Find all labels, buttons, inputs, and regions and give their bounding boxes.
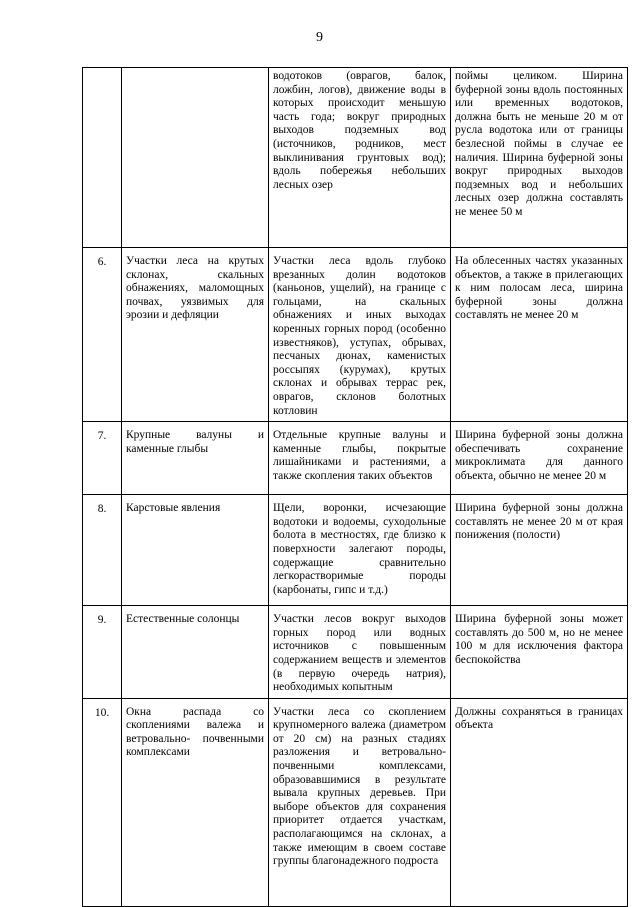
- object-name: Окна распада со скоплениями валежа и ветровально- почвенными комплексами: [122, 698, 269, 906]
- buffer-zone-requirement: Ширина буферной зоны должна составлять не менее 20 м от края понижения (полости): [451, 495, 628, 606]
- buffer-zone-requirement: поймы целиком. Ширина буферной зоны вдоль постоянных или временных водотоков, должна быть не меньше 20 м от русла водотока или от границы безлесной поймы в случае ее наличия. Ширина буферной зоны вокруг природных выходов подземных вод и небольших лесных озер должна составлять не менее 50 м: [451, 68, 628, 248]
- row-number: 9.: [83, 606, 122, 699]
- row-number: 10.: [83, 698, 122, 906]
- object-name: Карстовые явления: [122, 495, 269, 606]
- table-row: [83, 495, 628, 606]
- row-number: 7.: [83, 422, 122, 495]
- object-description: Отдельные крупные валуны и каменные глыбы, покрытые лишайниками и растениями, а также скопления таких объектов: [269, 422, 451, 495]
- buffer-zone-requirement: На облесенных частях указанных объектов, а также в прилегающих к ним полосам леса, ширина буферной зоны должна составлять не менее 20 м: [451, 248, 628, 422]
- object-name: Крупные валуны и каменные глыбы: [122, 422, 269, 495]
- object-description: Участки лесов вокруг выходов горных пород или водных источников с повышенным содержанием веществ и элементов (в первую очередь натрия), необходимых копытным: [269, 606, 451, 699]
- object-description: водотоков (оврагов, балок, ложбин, логов), движение воды в которых происходит меньшую часть года; вокруг природных выходов подземных вод (источников, родников, мест выклинивания грунтовых вод); вдоль побережья небольших лесных озер: [269, 68, 451, 248]
- object-name: Участки леса на крутых склонах, скальных обнажениях, маломощных почвах, уязвимых для эрозии и дефляции: [122, 248, 269, 422]
- row-number: 8.: [83, 495, 122, 606]
- object-description: Участки леса со скоплением крупномерного валежа (диаметром от 20 см) на разных стадиях разложения и ветровально-почвенными комплексами, образовавшимися в результате вывала крупных деревьев. При выборе объектов для сохранения приоритет отдается участкам, располагающимся на склонах, а также имеющим в своем составе группы благонадежного подроста: [269, 698, 451, 906]
- buffer-zone-requirement: Ширина буферной зоны может составлять до 500 м, но не менее 100 м для исключения фактора беспокойства: [451, 606, 628, 699]
- page-number: 9: [316, 30, 323, 45]
- protected-objects-table: [82, 67, 628, 907]
- table-row: [83, 248, 628, 422]
- table-row: [83, 698, 628, 906]
- table-row: [83, 606, 628, 699]
- row-number: [83, 68, 122, 248]
- object-description: Щели, воронки, исчезающие водотоки и водоемы, суходольные болота в местностях, где близко к поверхности залегают породы, содержащие сравнительно легкорастворимые породы (карбонаты, гипс и т.д.): [269, 495, 451, 606]
- table-row: [83, 422, 628, 495]
- row-number: 6.: [83, 248, 122, 422]
- object-name: [122, 68, 269, 248]
- buffer-zone-requirement: Должны сохраняться в границах объекта: [451, 698, 628, 906]
- table-row: [83, 68, 628, 248]
- object-description: Участки леса вдоль глубоко врезанных долин водотоков (каньонов, ущелий), на границе с гольцами, на скальных обнажениях и иных выходах коренных горных пород (особенно известняков), уступах, обрывах, песчаных дюнах, каменистых россыпях (курумах), крутых склонах и обрывах террас рек, оврагов, склонов болотных котловин: [269, 248, 451, 422]
- buffer-zone-requirement: Ширина буферной зоны должна обеспечивать сохранение микроклимата для данного объекта, обычно не менее 20 м: [451, 422, 628, 495]
- object-name: Естественные солонцы: [122, 606, 269, 699]
